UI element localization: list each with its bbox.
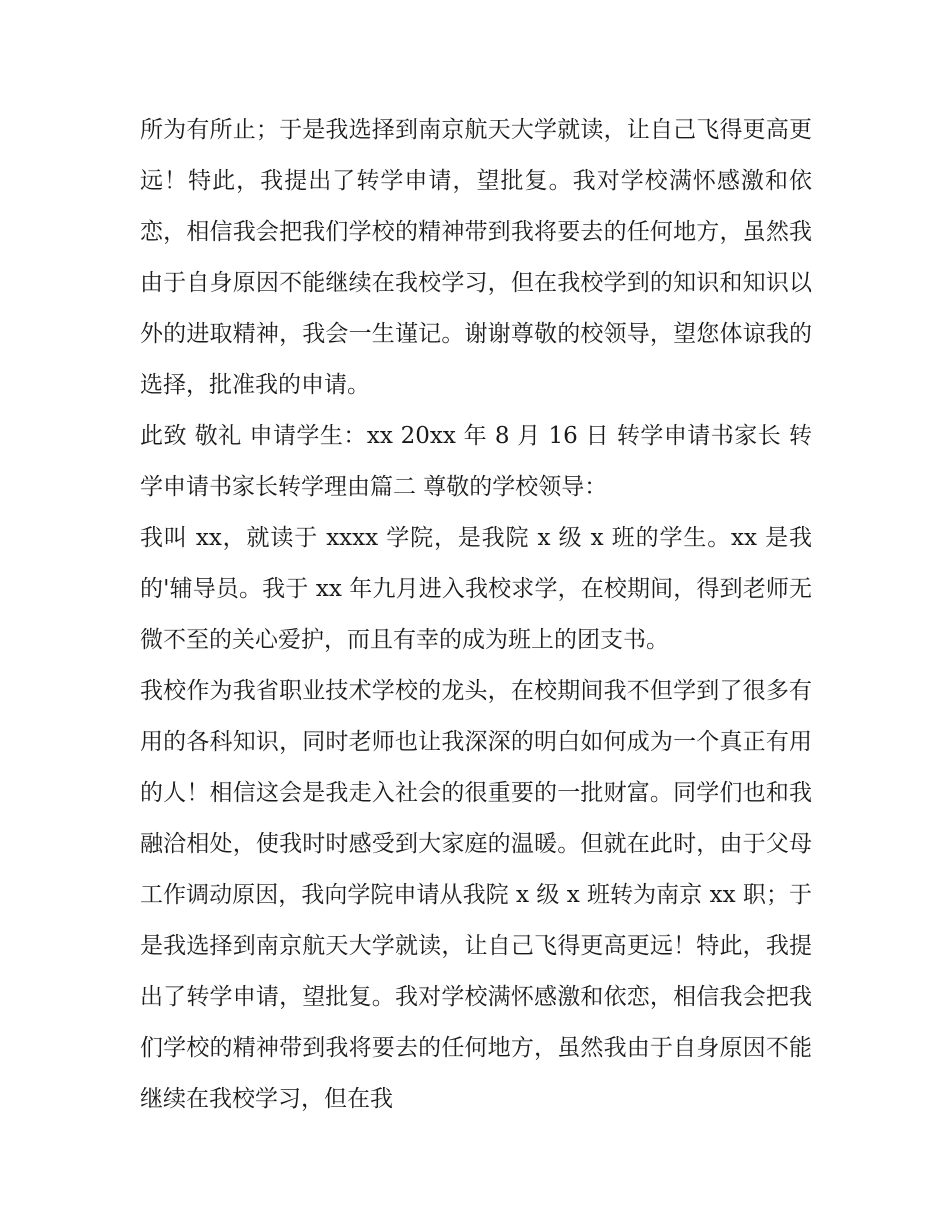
body-text <box>140 105 812 1125</box>
paragraph-salutation: 此致 敬礼 申请学生：xx 20xx 年 8 月 16 日 转学申请书家长 转学申请书家长转学理由篇二 尊敬的学校领导： <box>140 423 812 500</box>
paragraph-transfer-reason: 我校作为我省职业技术学校的龙头，在校期间我不但学到了很多有用的各科知识，同时老师也让我深深的明白如何成为一个真正有用的人！相信这会是我走入社会的很重要的一批财富。同学们也和我融洽相处，使我时时感受到大家庭的温暖。但就在此时，由于父母工作调动原因，我向学院申请从我院 x 级 x 班转为南京 xx 职；于是我选择到南京航天大学就读，让自己飞得更高更远！特此，我提出了转学申请，望批复。我对学校满怀感激和依恋，相信我会把我们学校的精神带到我将要去的任何地方，虽然我由于自身原因不能继续在我校学习，但在我 <box>140 678 812 1112</box>
paragraph-introduction: 我叫 xx，就读于 xxxx 学院，是我院 x 级 x 班的学生。xx 是我的'辅导员。我于 xx 年九月进入我校求学，在校期间，得到老师无微不至的关心爱护，而且有幸的成为班上的团支书。 <box>140 525 812 653</box>
paragraph-closing-request: 所为有所止；于是我选择到南京航天大学就读，让自己飞得更高更远！特此，我提出了转学申请，望批复。我对学校满怀感激和依恋，相信我会把我们学校的精神带到我将要去的任何地方，虽然我由于自身原因不能继续在我校学习，但在我校学到的知识和知识以外的进取精神，我会一生谨记。谢谢尊敬的校领导，望您体谅我的选择，批准我的申请。 <box>140 117 812 398</box>
